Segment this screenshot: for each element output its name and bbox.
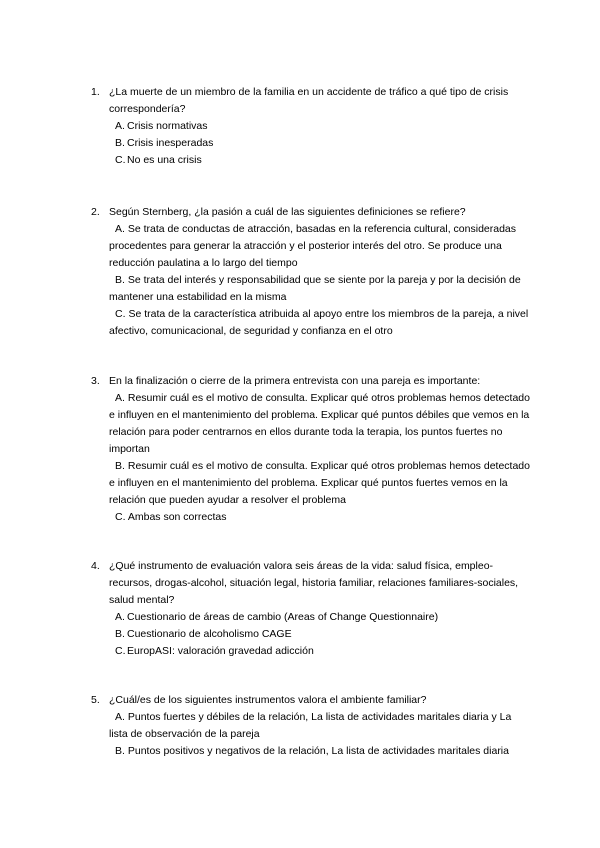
option-letter: A [115, 392, 123, 404]
option-c: C. Ambas son correctas [115, 511, 227, 523]
option-letter: C [115, 511, 123, 523]
option-letter: A . [115, 118, 127, 135]
option-letter: B [115, 274, 123, 286]
question-number: 1. [91, 86, 100, 98]
question-4 [91, 558, 531, 660]
option-b [91, 135, 531, 152]
option-c [91, 152, 531, 169]
option-letter: B . [115, 135, 127, 152]
option-text: Ambas son correctas [127, 511, 227, 523]
option-b: B. Puntos positivos y negativos de la relación, La lista de actividades maritales diaria [115, 745, 509, 757]
question-3 [91, 373, 531, 526]
option-text: Resumir cuál es el motivo de consulta. Explicar qué otros problemas hemos detectado e influyen en el mantenimiento del problema. Explicar qué puntos débiles que vemos en la relación para poder centrarnos en ellos durante toda la terapia, los puntos fuertes no importan [109, 392, 530, 455]
option-letter: C [115, 308, 123, 320]
question-1 [91, 84, 531, 169]
question-text: Según Sternberg, ¿la pasión a cuál de las siguientes definiciones se refiere? [109, 206, 466, 218]
question-text: ¿Qué instrumento de evaluación valora seis áreas de la vida: salud física, empleo-recursos, drogas-alcohol, situación legal, historia familiar, relaciones familiares-sociales, salud mental? [109, 560, 519, 606]
option-b [91, 626, 531, 643]
option-text: Puntos positivos y negativos de la relación, La lista de actividades maritales diaria [127, 745, 509, 757]
option-c: C. Se trata de la característica atribuida al apoyo entre los miembros de la pareja, a nivel afectivo, comunicacional, de seguridad y confianza en el otro [109, 308, 529, 337]
option-letter: B [115, 745, 123, 757]
option-a: A. Resumir cuál es el motivo de consulta. Explicar qué otros problemas hemos detectado e influyen en el mantenimiento del problema. Explicar qué puntos débiles que vemos en la relación para poder centrarnos en ellos durante toda la terapia, los puntos fuertes no importan [109, 392, 530, 455]
option-text: Resumir cuál es el motivo de consulta. Explicar qué otros problemas hemos detectado e influyen en el mantenimiento del problema. Explicar qué puntos fuertes vemos en la relación que pueden ayudar a resolver el problema [109, 460, 530, 506]
option-letter: A [115, 711, 123, 723]
option-letter: A . [115, 609, 127, 626]
option-text: Se trata de la característica atribuida al apoyo entre los miembros de la pareja, a nivel afectivo, comunicacional, de seguridad y confianza en el otro [109, 308, 529, 337]
option-a: A. Puntos fuertes y débiles de la relación, La lista de actividades maritales diaria y La lista de observación de la pareja [109, 711, 512, 740]
option-a [91, 118, 531, 135]
question-2 [91, 204, 531, 340]
option-text: Se trata de conductas de atracción, basadas en la referencia cultural, consideradas procedentes para generar la atracción y el posterior interés del otro. Se produce una reducción paulatina a lo largo del tiempo [109, 223, 517, 269]
option-b: B. Resumir cuál es el motivo de consulta. Explicar qué otros problemas hemos detectado e influyen en el mantenimiento del problema. Explicar qué puntos fuertes vemos en la relación que pueden ayudar a resolver el problema [109, 460, 530, 506]
option-text: Crisis normativas [127, 120, 208, 132]
question-5 [91, 692, 531, 760]
option-letter: B [115, 460, 123, 472]
option-text: Crisis inesperadas [127, 137, 214, 149]
option-text: EuropASI: valoración gravedad adicción [127, 645, 314, 657]
question-number: 5. [91, 694, 100, 706]
option-text: Puntos fuertes y débiles de la relación, La lista de actividades maritales diaria y La lista de observación de la pareja [109, 711, 512, 740]
question-text: En la finalización o cierre de la primera entrevista con una pareja es importante: [109, 375, 481, 387]
option-text: No es una crisis [127, 154, 202, 166]
option-a: A. Se trata de conductas de atracción, basadas en la referencia cultural, consideradas procedentes para generar la atracción y el posterior interés del otro. Se produce una reducción paulatina a lo largo del tiempo [109, 223, 517, 269]
option-text: Se trata del interés y responsabilidad que se siente por la pareja y por la decisión de mantener una estabilidad en la misma [109, 274, 521, 303]
question-number: 2. [91, 206, 100, 218]
option-text: Cuestionario de alcoholismo CAGE [127, 628, 292, 640]
question-text: ¿Cuál/es de los siguientes instrumentos valora el ambiente familiar? [109, 694, 427, 706]
option-text: Cuestionario de áreas de cambio (Areas of Change Questionnaire) [127, 611, 439, 623]
question-number: 3. [91, 375, 100, 387]
option-letter: C . [115, 152, 127, 169]
question-number: 4. [91, 560, 100, 572]
option-c [91, 643, 531, 660]
option-b: B. Se trata del interés y responsabilidad que se siente por la pareja y por la decisión de mantener una estabilidad en la misma [109, 274, 521, 303]
question-text: ¿La muerte de un miembro de la familia en un accidente de tráfico a qué tipo de crisis correspondería? [109, 86, 509, 115]
option-letter: A [115, 223, 123, 235]
option-a [91, 609, 531, 626]
option-letter: B . [115, 626, 127, 643]
option-letter: C . [115, 643, 127, 660]
